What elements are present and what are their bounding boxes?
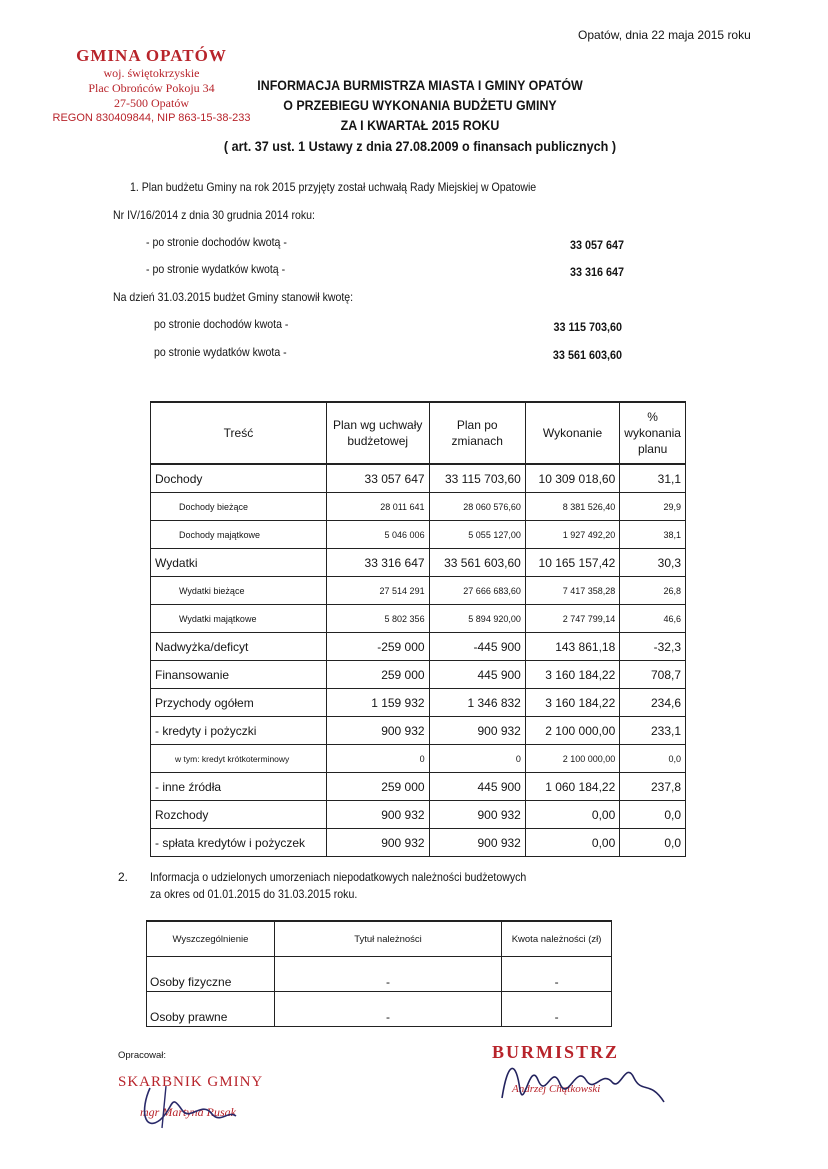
table-row — [151, 464, 686, 493]
row-pct: 26,8 — [620, 577, 686, 605]
section2-text-1: Informacja o udzielonych umorzeniach niepodatkowych należności budżetowych — [150, 870, 527, 884]
row-plan-zm: 900 932 — [429, 717, 525, 745]
row-pct: 234,6 — [620, 689, 686, 717]
row-label: Finansowanie — [151, 661, 327, 689]
row-tytul: - — [274, 992, 501, 1027]
row-plan: -259 000 — [326, 633, 429, 661]
row-plan: 33 057 647 — [326, 464, 429, 493]
row-wyk: 0,00 — [525, 829, 619, 857]
treasurer-signature-icon — [130, 1080, 240, 1140]
header-tresc: Treść — [151, 402, 327, 464]
row-wyk: 10 165 157,42 — [525, 549, 619, 577]
section2-number: 2. — [118, 870, 129, 884]
header-tytul: Tytuł należności — [274, 921, 501, 957]
income-label: - po stronie dochodów kwotą - — [146, 235, 287, 249]
row-wyk: 2 100 000,00 — [525, 745, 619, 773]
row-pct: 237,8 — [620, 773, 686, 801]
section1-intro-2: Nr IV/16/2014 z dnia 30 grudnia 2014 roku: — [113, 208, 315, 222]
row-wyk: 143 861,18 — [525, 633, 619, 661]
row-pct: 0,0 — [620, 745, 686, 773]
row-label: - inne źródła — [151, 773, 327, 801]
stamp-street: Plac Obrońców Pokoju 34 — [88, 81, 215, 95]
row-pct: 46,6 — [620, 605, 686, 633]
stamp-regon: REGON 830409844, NIP 863-15-38-233 — [52, 112, 251, 124]
treasurer-stamp-title: SKARBNIK GMINY — [118, 1074, 264, 1090]
row-wyk: 8 381 526,40 — [525, 493, 619, 521]
row-plan: 259 000 — [326, 661, 429, 689]
header-wyk: Wykonanie — [525, 402, 619, 464]
table-row — [147, 992, 612, 1027]
title-line-4: ( art. 37 ust. 1 Ustawy z dnia 27.08.2009 o finansach publicznych ) — [223, 138, 617, 154]
table-row — [151, 605, 686, 633]
row-plan-zm: 900 932 — [429, 829, 525, 857]
row-plan: 900 932 — [326, 801, 429, 829]
document-title — [200, 76, 640, 156]
stamp-name: GMINA OPATÓW — [76, 46, 227, 65]
row-plan-zm: 5 894 920,00 — [429, 605, 525, 633]
row-plan-zm: 445 900 — [429, 773, 525, 801]
row-label: Wydatki — [151, 549, 327, 577]
table-row — [147, 957, 612, 992]
table-row — [151, 745, 686, 773]
table-row — [151, 549, 686, 577]
row-plan: 259 000 — [326, 773, 429, 801]
mayor-name: Andrzej Chątkowski — [512, 1083, 601, 1095]
row-plan: 33 316 647 — [326, 549, 429, 577]
section2-text-2: za okres od 01.01.2015 do 31.03.2015 roku. — [150, 887, 358, 901]
table-row — [151, 717, 686, 745]
row-plan: 900 932 — [326, 829, 429, 857]
stamp-voivodeship: woj. świętokrzyskie — [103, 66, 200, 80]
row-pct: 708,7 — [620, 661, 686, 689]
row-pct: 38,1 — [620, 521, 686, 549]
row-plan-zm: 33 115 703,60 — [429, 464, 525, 493]
write-off-table — [146, 920, 612, 1027]
row-pct: 30,3 — [620, 549, 686, 577]
row-pct: 0,0 — [620, 801, 686, 829]
table-row — [151, 689, 686, 717]
income2-label: po stronie dochodów kwota - — [154, 317, 289, 331]
row-label: - spłata kredytów i pożyczek — [151, 829, 327, 857]
row-wyk: 3 160 184,22 — [525, 661, 619, 689]
row-label: Dochody bieżące — [151, 493, 327, 521]
row-label: Przychody ogółem — [151, 689, 327, 717]
row-wyk: 1 927 492,20 — [525, 521, 619, 549]
row-label: Dochody majątkowe — [151, 521, 327, 549]
row-plan: 28 011 641 — [326, 493, 429, 521]
row-plan-zm: 5 055 127,00 — [429, 521, 525, 549]
row-plan-zm: 1 346 832 — [429, 689, 525, 717]
expense2-value: 33 561 603,60 — [552, 348, 622, 362]
row-plan: 5 046 006 — [326, 521, 429, 549]
row-label: Osoby prawne — [147, 992, 275, 1027]
header-plan: Plan wg uchwały budżetowej — [326, 402, 429, 464]
expense2-label: po stronie wydatków kwota - — [154, 345, 287, 359]
header-kwota: Kwota należności (zł) — [502, 921, 612, 957]
table-row — [151, 661, 686, 689]
row-label: Osoby fizyczne — [147, 957, 275, 992]
write-off-header-row — [147, 921, 612, 957]
state-line: Na dzień 31.03.2015 budżet Gminy stanowił kwotę: — [113, 290, 354, 304]
row-pct: 0,0 — [620, 829, 686, 857]
title-line-3: ZA I KWARTAŁ 2015 ROKU — [340, 118, 500, 133]
header-plan-zm: Plan po zmianach — [429, 402, 525, 464]
row-plan: 5 802 356 — [326, 605, 429, 633]
row-wyk: 1 060 184,22 — [525, 773, 619, 801]
row-wyk: 2 100 000,00 — [525, 717, 619, 745]
title-line-1: INFORMACJA BURMISTRZA MIASTA I GMINY OPATÓW — [257, 78, 583, 93]
row-label: w tym: kredyt krótkoterminowy — [151, 745, 327, 773]
row-pct: -32,3 — [620, 633, 686, 661]
row-wyk: 7 417 358,28 — [525, 577, 619, 605]
row-plan: 0 — [326, 745, 429, 773]
row-tytul: - — [274, 957, 501, 992]
header-wyszczegolnienie: Wyszczególnienie — [147, 921, 275, 957]
row-plan: 27 514 291 — [326, 577, 429, 605]
table-row — [151, 773, 686, 801]
row-kwota: - — [502, 992, 612, 1027]
row-wyk: 2 747 799,14 — [525, 605, 619, 633]
row-plan-zm: 27 666 683,60 — [429, 577, 525, 605]
row-kwota: - — [502, 957, 612, 992]
table-row — [151, 801, 686, 829]
budget-header-row — [151, 402, 686, 464]
row-label: Dochody — [151, 464, 327, 493]
treasurer-name: mgr Martyna Rusak — [140, 1105, 236, 1119]
mayor-stamp-title: BURMISTRZ — [492, 1042, 620, 1062]
prepared-by-label: Opracował: — [118, 1050, 167, 1061]
table-row — [151, 829, 686, 857]
row-pct: 29,9 — [620, 493, 686, 521]
stamp-postcode: 27-500 Opatów — [114, 96, 189, 110]
document-date: Opatów, dnia 22 maja 2015 roku — [578, 28, 751, 42]
expense-label: - po stronie wydatków kwotą - — [146, 262, 286, 276]
row-plan-zm: 28 060 576,60 — [429, 493, 525, 521]
table-row — [151, 633, 686, 661]
row-pct: 233,1 — [620, 717, 686, 745]
mayor-signature-icon — [494, 1050, 669, 1110]
title-line-2: O PRZEBIEGU WYKONANIA BUDŻETU GMINY — [283, 98, 557, 113]
row-plan: 1 159 932 — [326, 689, 429, 717]
row-plan-zm: -445 900 — [429, 633, 525, 661]
row-wyk: 0,00 — [525, 801, 619, 829]
row-plan-zm: 33 561 603,60 — [429, 549, 525, 577]
row-plan-zm: 445 900 — [429, 661, 525, 689]
budget-table — [150, 401, 686, 857]
row-wyk: 10 309 018,60 — [525, 464, 619, 493]
row-label: Rozchody — [151, 801, 327, 829]
row-label: Wydatki bieżące — [151, 577, 327, 605]
row-label: - kredyty i pożyczki — [151, 717, 327, 745]
row-label: Nadwyżka/deficyt — [151, 633, 327, 661]
row-plan-zm: 900 932 — [429, 801, 525, 829]
income-value: 33 057 647 — [569, 238, 624, 252]
row-plan-zm: 0 — [429, 745, 525, 773]
header-pct: % wykonania planu — [620, 402, 686, 464]
table-row — [151, 521, 686, 549]
row-pct: 31,1 — [620, 464, 686, 493]
expense-value: 33 316 647 — [569, 265, 624, 279]
table-row — [151, 577, 686, 605]
income2-value: 33 115 703,60 — [553, 320, 622, 334]
section1-intro-1: 1. Plan budżetu Gminy na rok 2015 przyjęty został uchwałą Rady Miejskiej w Opatowie — [130, 180, 537, 194]
table-row — [151, 493, 686, 521]
row-wyk: 3 160 184,22 — [525, 689, 619, 717]
row-plan: 900 932 — [326, 717, 429, 745]
row-label: Wydatki majątkowe — [151, 605, 327, 633]
